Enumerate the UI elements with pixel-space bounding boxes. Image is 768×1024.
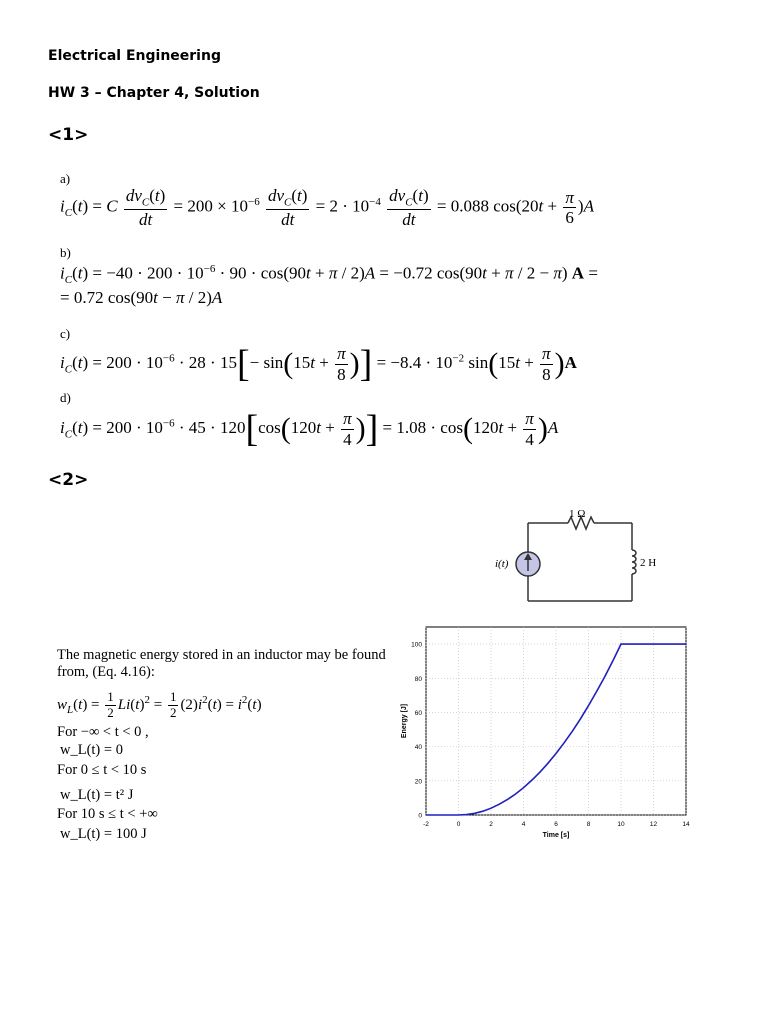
x-tick-label: 14 [682,821,690,828]
inductor-label: 2 H [640,557,657,569]
case-3-value: w_L(t) = 100 J [60,826,147,842]
y-tick-label: 20 [414,778,422,786]
energy-equation: $w_L(t)$ = $\frac{1}{2}$ $Li(t)^2$ = $\frac{1}{2}$ $(2)i^2(t) = i^2(t)$ [57,689,262,720]
equation-a: $i_C(t) = C$ $\frac{dv_C(t)}{dt}$ = $200 \times 10^{-6}$ $\frac{dv_C(t)}{dt}$ = $2 \cdot 10^{-4}$ $\frac{dv_C(t)}{dt}$ = 0.088 cos(20t + $\frac{\pi}{6}$ )A [60,186,594,230]
circuit-diagram [490,505,670,610]
equation-b-line2: = 0.72 cos(90t − π / 2)A [60,288,223,307]
x-tick-label: 4 [521,821,526,828]
y-tick-label: 60 [414,709,422,717]
part-c-label: c) [60,326,71,341]
y-axis-label: Energy [J] [401,703,408,739]
case-1-condition: For −∞ < t < 0 , [57,724,149,740]
case-2-value: w_L(t) = t² J [60,787,134,803]
section-2-heading: <2> [48,470,89,490]
resistor-label: 1 Ω [569,508,586,520]
x-tick-label: 0 [456,821,461,828]
energy-chart [393,622,693,844]
intro-line-1: The magnetic energy stored in an inductor may be found [57,647,386,663]
case-2-condition: For 0 ≤ t < 10 s [57,762,147,778]
y-tick-label: 80 [414,675,422,683]
course-title: Electrical Engineering [48,48,221,64]
equation-d: $i_C(t) = 200 \cdot 10^{-6} \cdot 45 \cdot 120[\cos(120t$ + $\frac{\pi}{4}$ )] = 1.08 · cos(120t + $\frac{\pi}{4}$ )A [60,407,559,450]
part-d-label: d) [60,390,71,405]
y-tick-label: 0 [418,812,422,820]
y-tick-label: 40 [414,744,422,752]
x-tick-label: 12 [649,821,658,828]
x-tick-label: -2 [423,821,429,828]
x-tick-label: 8 [586,821,591,828]
case-3-condition: For 10 s ≤ t < +∞ [57,806,158,822]
part-a-label: a) [60,171,71,186]
case-1-value: w_L(t) = 0 [60,742,123,758]
x-axis-label: Time [s] [542,832,570,839]
y-tick-label: 100 [411,641,422,649]
homework-title: HW 3 – Chapter 4, Solution [48,85,260,101]
section-1-heading: <1> [48,125,89,145]
part-b-label: b) [60,245,71,260]
source-label: i(t) [495,558,509,570]
intro-line-2: from, (Eq. 4.16): [57,664,155,680]
x-tick-label: 2 [489,821,493,828]
equation-c: $i_C(t) = 200 \cdot 10^{-6} \cdot 28 \cdot 15[- \sin(15t$ + $\frac{\pi}{8}$ )] = $-8.4 \cdot 10^{-2}$ sin(15t + $\frac{\pi}{8}$ )A [60,342,577,385]
x-tick-label: 10 [617,821,625,828]
x-tick-label: 6 [554,821,558,828]
equation-b-line1: $i_C(t) = -40 \cdot 200 \cdot 10^{-6} \cdot 90 \cdot \cos(90t + \pi / 2)A = -0.72$ cos(90t + π / 2 − π) A = [60,263,598,287]
